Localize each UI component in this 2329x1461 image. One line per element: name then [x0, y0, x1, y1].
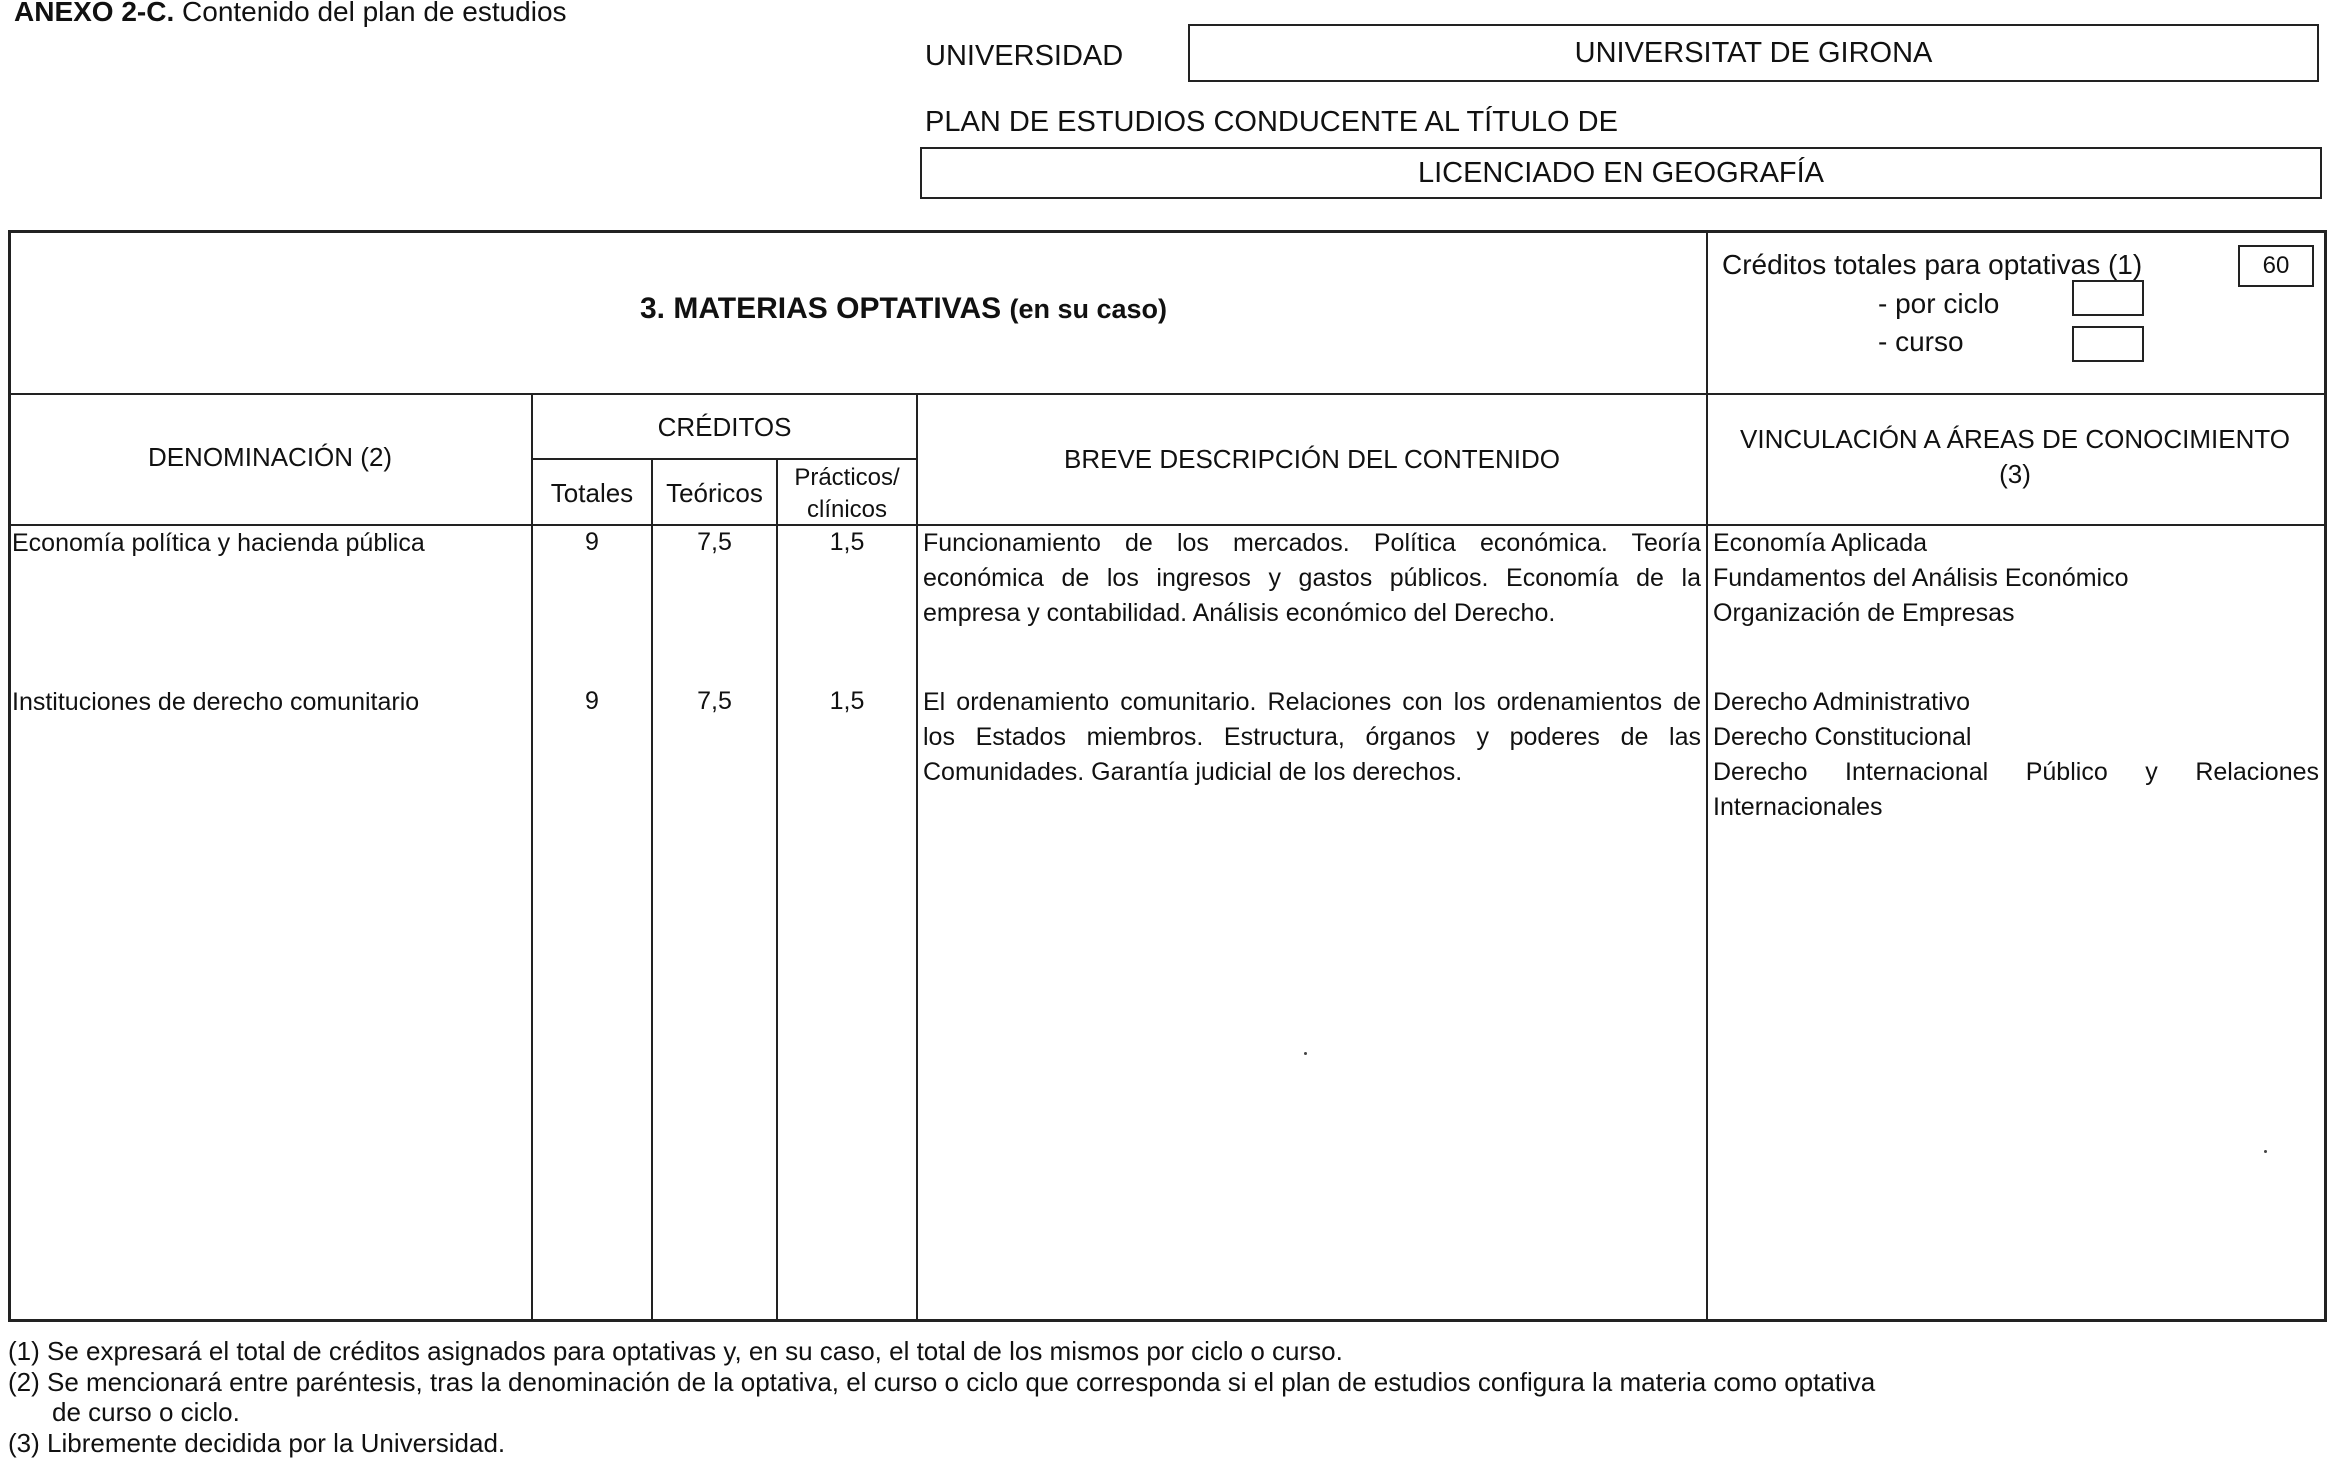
- row1-teoricos: 7,5: [697, 528, 732, 556]
- row2-totales: 9: [585, 687, 599, 715]
- col-divider-5: [1706, 393, 1708, 1322]
- footnote-2: (2) Se mencionará entre paréntesis, tras la denominación de la optativa, el curso o ciclo que corresponda si el plan de estudios configura la materia como optativa: [8, 1367, 1876, 1397]
- credits-total-label: Créditos totales para optativas (1): [1722, 249, 2143, 280]
- row1-area-1: Economía Aplicada: [1713, 529, 1928, 557]
- col-divider-3: [776, 458, 778, 1322]
- row2-areas: [1713, 685, 2319, 825]
- footnote-1: (1) Se expresará el total de créditos asignados para optativas y, en su caso, el total de los mismos por ciclo o curso.: [8, 1336, 1343, 1366]
- row2-descripcion: El ordenamiento comunitario. Relaciones con los ordenamientos de los Estados miembros. Estructura, órganos y poderes de las Comunidades. Garantía judicial de los derechos.: [923, 688, 1701, 786]
- footnote-3: (3) Libremente decidida por la Universidad.: [8, 1428, 506, 1458]
- row1-descripcion: Funcionamiento de los mercados. Política económica. Teoría económica de los ingresos y gastos públicos. Economía de la empresa y contabilidad. Análisis económico del Derecho.: [923, 529, 1701, 627]
- col-header-totales: Totales: [550, 478, 634, 508]
- col-divider-2: [651, 458, 653, 1322]
- col-header-descripcion: BREVE DESCRIPCIÓN DEL CONTENIDO: [1063, 444, 1560, 474]
- annex-subtitle: Contenido del plan de estudios: [182, 0, 567, 27]
- credits-summary-divider: [1706, 230, 1708, 394]
- row2-area-3: Derecho Internacional Público y Relaciones Internacionales: [1713, 758, 2319, 821]
- section-title-suffix: (en su caso): [1009, 294, 1168, 324]
- row1-practicos: 1,5: [829, 528, 865, 556]
- annex-label: ANEXO 2-C.: [14, 0, 175, 27]
- col-header-teoricos: Teóricos: [666, 478, 763, 508]
- scan-speck: [1304, 1052, 1307, 1055]
- university-label: UNIVERSIDAD: [925, 40, 1124, 72]
- scan-speck: [2264, 1150, 2267, 1153]
- col-divider-4: [916, 393, 918, 1322]
- row2-area-1: Derecho Administrativo: [1713, 688, 1971, 716]
- row2-area-2: Derecho Constitucional: [1713, 723, 1972, 751]
- row1-area-2: Fundamentos del Análisis Económico: [1713, 564, 2129, 592]
- credits-total-value: 60: [2262, 252, 2290, 279]
- credits-subheader-divider: [533, 458, 918, 460]
- row2-practicos: 1,5: [829, 687, 865, 715]
- row2-denominacion: Instituciones de derecho comunitario: [12, 688, 420, 716]
- row1-area-3: Organización de Empresas: [1713, 599, 2015, 627]
- footnote-2-continued: de curso o ciclo.: [52, 1397, 240, 1427]
- row1-denominacion: Economía política y hacienda pública: [12, 529, 425, 557]
- section-header-divider: [8, 393, 2327, 395]
- plan-label: PLAN DE ESTUDIOS CONDUCENTE AL TÍTULO DE: [925, 106, 1618, 138]
- annex-title: [14, 0, 567, 28]
- degree-value: LICENCIADO EN GEOGRAFÍA: [1417, 156, 1825, 189]
- row1-totales: 9: [585, 528, 599, 556]
- per-cycle-box: [2072, 280, 2144, 316]
- section-title-text: 3. MATERIAS OPTATIVAS: [640, 292, 1002, 325]
- university-value: UNIVERSITAT DE GIRONA: [1574, 36, 1933, 69]
- col-header-creditos: CRÉDITOS: [657, 412, 792, 442]
- per-cycle-label: - por ciclo: [1878, 288, 2000, 319]
- per-course-box: [2072, 326, 2144, 362]
- col-header-practicos: Prácticos/ clínicos: [794, 464, 900, 523]
- university-field: [1188, 24, 2319, 82]
- section-title: [640, 292, 1167, 326]
- per-course-label: - curso: [1878, 326, 1964, 357]
- row2-teoricos: 7,5: [697, 687, 732, 715]
- row1-areas: [1713, 526, 2319, 631]
- col-header-denominacion: DENOMINACIÓN (2): [147, 442, 393, 472]
- credits-total-box: [2238, 245, 2314, 287]
- col-header-vinculacion: VINCULACIÓN A ÁREAS DE CONOCIMIENTO (3): [1740, 424, 2290, 490]
- degree-field: [920, 147, 2322, 199]
